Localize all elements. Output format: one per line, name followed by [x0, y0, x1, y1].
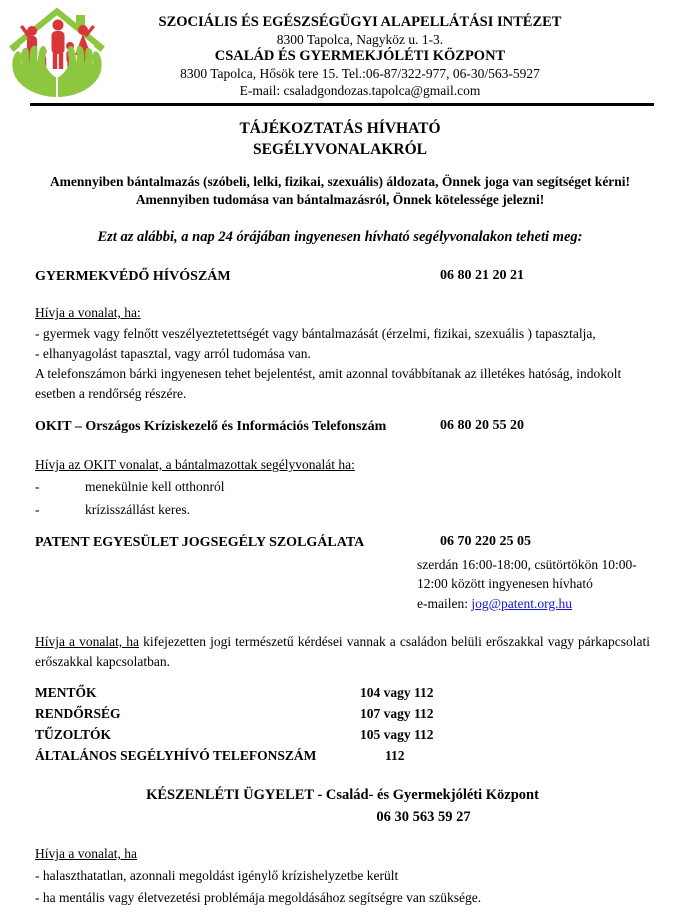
- list-item: - gyermek vagy felnőtt veszélyeztetettségét vagy bántalmazását (érzelmi, fizikai, szexuális ) tapasztalja,: [35, 326, 596, 341]
- okit-bullets: [35, 476, 650, 521]
- org-address: 8300 Tapolca, Nagyköz u. 1-3.: [276, 32, 444, 47]
- gyermekvedo-note: A telefonszámon bárki ingyenesen tehet bejelentést, amit azonnal továbbítanak az illetékes hatóság, indokolt esetben a rendőrség részére.: [35, 366, 622, 401]
- list-item: - elhanyagolást tapasztal, vagy arról tudomása van.: [35, 346, 311, 361]
- intro-line1: Amennyiben bántalmazás (szóbeli, lelki, fizikai, szexuális) áldozata, Önnek joga van segítséget kérni!: [49, 174, 631, 189]
- keszenleti-call-heading: Hívja a vonalat, ha: [35, 846, 137, 861]
- list-item: - ha mentális vagy életvezetési problémája megoldásához segítségre van szüksége.: [35, 890, 482, 905]
- gyermekvedo-bullets: [35, 324, 650, 364]
- main-content: [0, 268, 680, 909]
- section-patent-header: [35, 534, 650, 612]
- page-title-line1: TÁJÉKOZTATÁS HÍVHATÓ: [239, 120, 441, 137]
- okit-name: OKIT – Országos Kríziskezelő és Információs Telefonszám: [35, 419, 387, 434]
- patent-phone: 06 70 220 25 05: [440, 534, 531, 549]
- subtitle: Ezt az alábbi, a nap 24 órájában ingyenesen hívható segélyvonalakon teheti meg:: [97, 229, 583, 245]
- emergency-value: 104 vagy 112: [360, 685, 434, 700]
- emergency-label: ÁLTALÁNOS SEGÉLYHÍVÓ TELEFONSZÁM: [35, 748, 317, 763]
- emergency-label: TŰZOLTÓK: [35, 727, 112, 742]
- bullet-dash: -: [35, 501, 40, 517]
- patent-schedule-line2: 12:00 között ingyenesen hívható: [417, 576, 593, 591]
- page-title-line2: SEGÉLYVONALAKRÓL: [253, 141, 427, 158]
- gyermekvedo-call-heading: Hívja a vonalat, ha:: [35, 305, 141, 320]
- keszenleti-name: KÉSZENLÉTI ÜGYELET - Család- és Gyermekjóléti Központ: [146, 787, 539, 803]
- emergency-label: MENTŐK: [35, 685, 97, 700]
- table-row: [35, 703, 650, 724]
- okit-call-heading: Hívja az OKIT vonalat, a bántalmazottak segélyvonalát ha:: [35, 457, 355, 472]
- patent-schedule-line1: szerdán 16:00-18:00, csütörtökön 10:00-: [417, 557, 637, 572]
- patent-email-label: e-mailen:: [417, 596, 472, 611]
- emergency-label: RENDŐRSÉG: [35, 706, 121, 721]
- section-gyermekvedo-header: [35, 268, 650, 286]
- gyermekvedo-phone: 06 80 21 20 21: [440, 268, 524, 283]
- table-row: [35, 682, 650, 703]
- org-name: SZOCIÁLIS ÉS EGÉSZSÉGÜGYI ALAPELLÁTÁSI INTÉZET: [158, 14, 562, 30]
- patent-email-link[interactable]: jog@patent.org.hu: [471, 596, 573, 611]
- header-email: E-mail: csaladgondozas.tapolca@gmail.com: [239, 83, 481, 98]
- okit-phone: 06 80 20 55 20: [440, 418, 524, 433]
- letterhead: [0, 0, 680, 106]
- table-row: [35, 724, 650, 745]
- dept-address: 8300 Tapolca, Hősök tere 15. Tel.:06-87/322-977, 06-30/563-5927: [180, 66, 540, 81]
- intro-line2: Amennyiben tudomása van bántalmazásról, Önnek kötelessége jelezni!: [135, 192, 545, 207]
- emergency-value: 107 vagy 112: [360, 706, 434, 721]
- family-house-hands-logo-icon: [6, 6, 108, 100]
- header-divider: [30, 103, 654, 106]
- page-title: [0, 118, 680, 160]
- gyermekvedo-name: GYERMEKVÉDŐ HÍVÓSZÁM: [35, 269, 231, 284]
- list-item: - krízisszállást keres.: [35, 499, 650, 522]
- patent-call-paragraph: Hívja a vonalat, ha kifejezetten jogi természetű kérdései vannak a családon belüli erőszakkal vagy párkapcsolati erőszakkal kapcsolatban.: [35, 634, 650, 669]
- patent-call-heading: Hívja a vonalat, ha: [35, 634, 140, 649]
- patent-schedule: [417, 555, 680, 613]
- section-okit-header: [35, 418, 650, 436]
- dept-name: CSALÁD ÉS GYERMEKJÓLÉTI KÖZPONT: [214, 48, 506, 64]
- patent-email-line: [417, 594, 680, 613]
- list-item: - halaszthatatlan, azonnali megoldást igénylő krízishelyzetbe került: [35, 868, 399, 883]
- keszenleti-bullets: [35, 865, 650, 909]
- emergency-value: 112: [385, 748, 405, 763]
- intro-warning: [0, 173, 680, 209]
- patent-name: PATENT EGYESÜLET JOGSEGÉLY SZOLGÁLATA: [35, 535, 365, 550]
- bullet-dash: -: [35, 479, 40, 494]
- table-row: [35, 745, 650, 766]
- emergency-value: 105 vagy 112: [360, 727, 434, 742]
- list-item: - menekülnie kell otthonról: [35, 476, 650, 499]
- emergency-numbers-table: [35, 682, 650, 766]
- keszenleti-phone: 06 30 563 59 27: [376, 809, 471, 825]
